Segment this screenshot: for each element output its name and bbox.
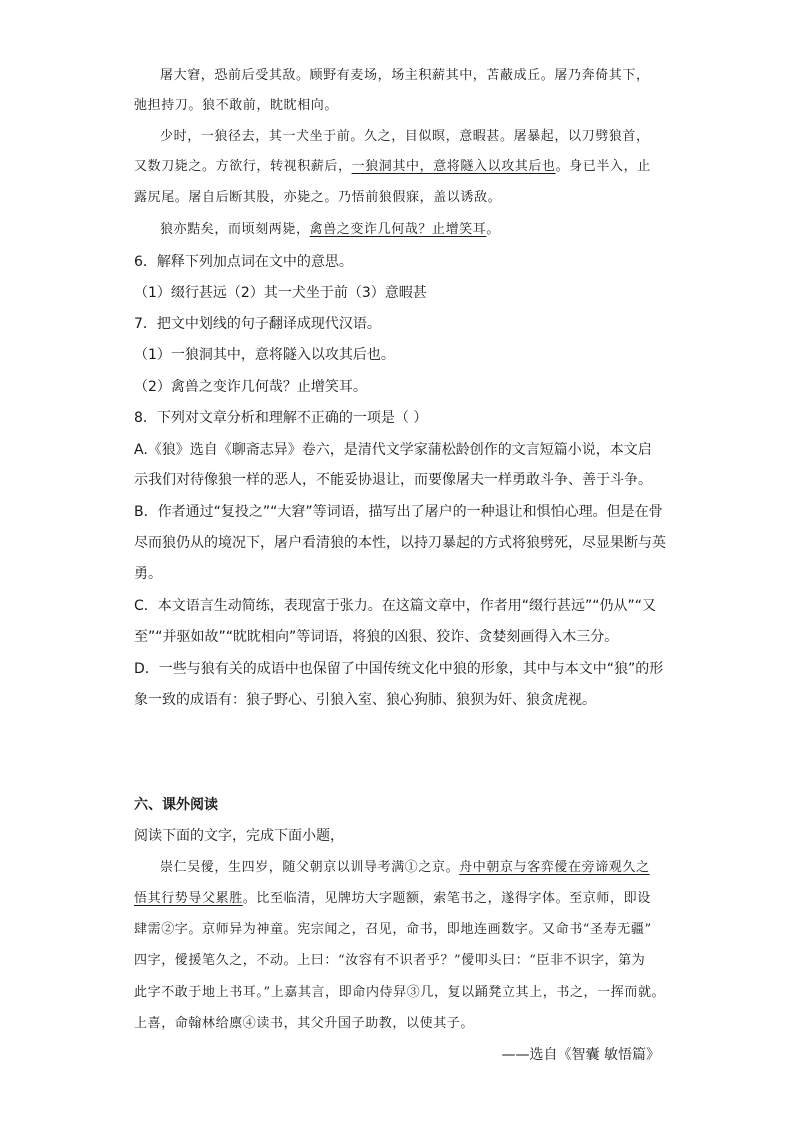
passage2-line: 上喜，命翰林给廪④读书，其父升国子助教，以使其子。	[134, 1016, 475, 1031]
passage1-text: 。	[486, 222, 501, 237]
passage2-line	[160, 858, 650, 878]
question-6-items: （1）缀行甚远（2）其一犬坐于前（3）意暇甚	[134, 285, 427, 301]
option-a-line: A.《狼》选自《聊斋志异》卷六，是清代文学家蒲松龄创作的文言短篇小说，本文启	[134, 442, 652, 458]
passage2-line: 四字，僾援笔久之，不动。上曰：“汝容有不识者乎？”僾叩头曰：“臣非不识字，第为	[134, 953, 646, 968]
source-citation: ——选自《智囊 敏悟篇》	[501, 1047, 660, 1063]
option-c-line: C．本文语言生动简练，表现富于张力。在这篇文章中，作者用“缀行甚远”“仍从”“又	[134, 598, 657, 614]
underlined-sentence: 禽兽之变诈几何哉？止增笑耳	[309, 222, 487, 237]
underlined-sentence: 悟其行势导父累胜	[134, 891, 243, 906]
passage1-text: 又数刀毙之。方欲行，转视积薪后，	[134, 159, 352, 174]
passage2-text: 。比至临清，见牌坊大字题额，索笔书之，遂得字体。至京师，即设	[242, 891, 651, 906]
passage1-line: 露尻尾。屠自后断其股，亦毙之。乃悟前狼假寐，盖以诱敌。	[134, 190, 502, 205]
passage1-text: 。身已半入，止	[555, 159, 651, 174]
option-c-line: 至”“并驱如故”“眈眈相向”等词语，将狼的凶狠、狡诈、贪婪刻画得入木三分。	[134, 629, 619, 645]
passage2-line: 肆需②字。京师异为神童。宪宗闻之，召见，命书，即地连画数字。又命书“圣寿无疆”	[134, 922, 652, 937]
passage2-line: 此字不敢于地上书耳。”上嘉其言，即命内侍舁③几，复以踊凳立其上，书之，一挥而就。	[134, 985, 666, 1000]
section-heading: 六、课外阅读	[134, 797, 218, 813]
option-a-line: 示我们对待像狼一样的恶人，不能妥协退让，而要像屠夫一样勇敢斗争、善于斗争。	[134, 472, 652, 488]
option-b-line: 尽而狼仍从的境况下，屠户看清狼的本性，以持刀暴起的方式将狼劈死，尽显果断与英	[134, 535, 666, 551]
passage1-text: 狼亦黠矣，而顷刻两毙，	[160, 222, 310, 237]
option-b-line: B．作者通过“复投之”“大窘”等词语，描写出了屠户的一种退让和惧怕心理。但是在骨	[134, 504, 663, 520]
question-6: 6．解释下列加点词在文中的意思。	[134, 254, 353, 270]
underlined-sentence: 一狼洞其中，意将隧入以攻其后也	[351, 159, 556, 174]
question-7: 7．把文中划线的句子翻译成现代汉语。	[134, 316, 381, 332]
question-7-item: （2）禽兽之变诈几何哉？止增笑耳。	[134, 379, 367, 395]
passage1-line	[134, 157, 651, 177]
option-d-line: D．一些与狼有关的成语中也保留了中国传统文化中狼的形象，其中与本文中“狼”的形	[134, 661, 664, 677]
option-b-line: 勇。	[134, 566, 162, 582]
passage2-text: 崇仁吴僾，生四岁，随父朝京以训导考满①之京。	[160, 860, 460, 875]
passage1-line: 屠大窘，恐前后受其敌。顾野有麦场，场主积薪其中，苫蔽成丘。屠乃奔倚其下，	[160, 68, 650, 83]
passage1-line: 少时，一狼径去，其一犬坐于前。久之，目似暝，意暇甚。屠暴起，以刀劈狼首，	[160, 129, 650, 144]
option-d-line: 象一致的成语有：狼子野心、引狼入室、狼心狗肺、狼狈为奸、狼贪虎视。	[134, 692, 596, 708]
question-8: 8．下列对文章分析和理解不正确的一项是（ ）	[134, 410, 428, 426]
underlined-sentence: 舟中朝京与客弈僾在旁谛观久之	[459, 860, 650, 875]
question-7-item: （1）一狼洞其中，意将隧入以攻其后也。	[134, 347, 395, 363]
passage2-line	[134, 889, 651, 909]
passage1-line: 弛担持刀。狼不敢前，眈眈相向。	[134, 98, 339, 113]
section-instruction: 阅读下面的文字，完成下面小题，	[134, 828, 344, 844]
passage1-line	[160, 220, 500, 240]
